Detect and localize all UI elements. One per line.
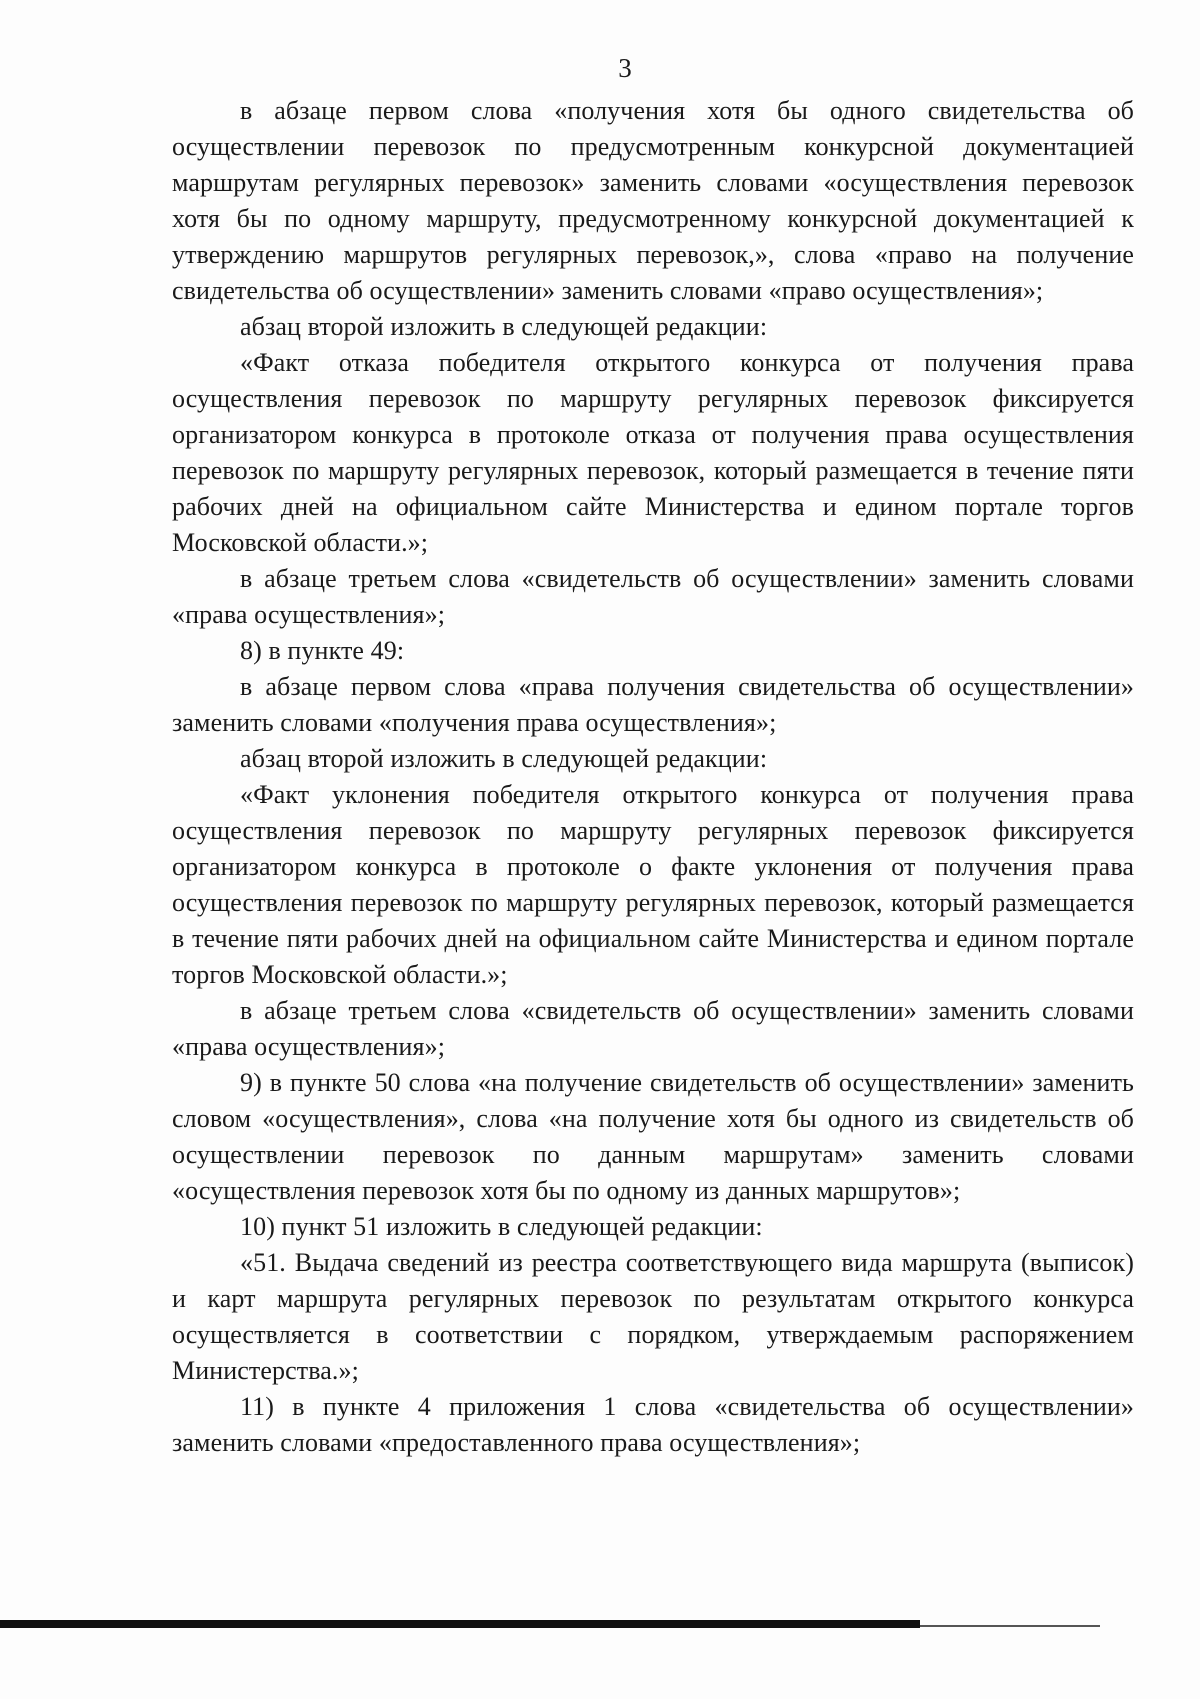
paragraph: «Факт отказа победителя открытого конкурса от получения права осуществления перевозок по маршруту регулярных перевозок фиксируется организатором конкурса в протоколе отказа от получения права осуществления перевозок по маршруту регулярных перевозок, который размещается в течение пяти рабочих дней на официальном сайте Министерства и едином портале торгов Московской области.»;: [172, 348, 1134, 557]
paragraph: 8) в пункте 49:: [240, 636, 405, 665]
paragraph: 9) в пункте 50 слова «на получение свидетельств об осуществлении» заменить словом «осуществления», слова «на получение хотя бы одного из свидетельств об осуществлении перевозок по данным маршрутам» заменить словами «осуществления перевозок хотя бы по одному из данных маршрутов»;: [172, 1068, 1134, 1205]
paragraph: в абзаце третьем слова «свидетельств об осуществлении» заменить словами «права осуществления»;: [172, 564, 1134, 629]
page-number: 3: [618, 53, 632, 83]
paragraph: «51. Выдача сведений из реестра соответствующего вида маршрута (выписок) и карт маршрута регулярных перевозок по результатам открытого конкурса осуществляется в соответствии с порядком, утверждаемым распоряжением Министерства.»;: [172, 1248, 1134, 1385]
paragraph: в абзаце первом слова «получения хотя бы одного свидетельства об осуществлении перевозок по предусмотренным конкурсной документацией маршрутам регулярных перевозок» заменить словами «осуществления перевозок хотя бы по одному маршруту, предусмотренному конкурсной документацией к утверждению маршрутов регулярных перевозок,», слова «право на получение свидетельства об осуществлении» заменить словами «право осуществления»;: [172, 96, 1134, 305]
paragraph: абзац второй изложить в следующей редакции:: [240, 744, 768, 773]
paragraph: абзац второй изложить в следующей редакции:: [240, 312, 768, 341]
scan-edge-rule-tail: [920, 1625, 1100, 1627]
paragraph: 10) пункт 51 изложить в следующей редакции:: [240, 1212, 763, 1241]
scan-edge-rule: [0, 1620, 920, 1628]
paragraph: в абзаце третьем слова «свидетельств об осуществлении» заменить словами «права осуществления»;: [172, 996, 1134, 1061]
paragraph: в абзаце первом слова «права получения свидетельства об осуществлении» заменить словами «получения права осуществления»;: [172, 672, 1134, 737]
paragraph: «Факт уклонения победителя открытого конкурса от получения права осуществления перевозок по маршруту регулярных перевозок фиксируется организатором конкурса в протоколе о факте уклонения от получения права осуществления перевозок по маршруту регулярных перевозок, который размещается в течение пяти рабочих дней на официальном сайте Министерства и едином портале торгов Московской области.»;: [172, 780, 1134, 989]
document-body: [172, 93, 1134, 1461]
paragraph: 11) в пункте 4 приложения 1 слова «свидетельства об осуществлении» заменить словами «предоставленного права осуществления»;: [172, 1392, 1134, 1457]
